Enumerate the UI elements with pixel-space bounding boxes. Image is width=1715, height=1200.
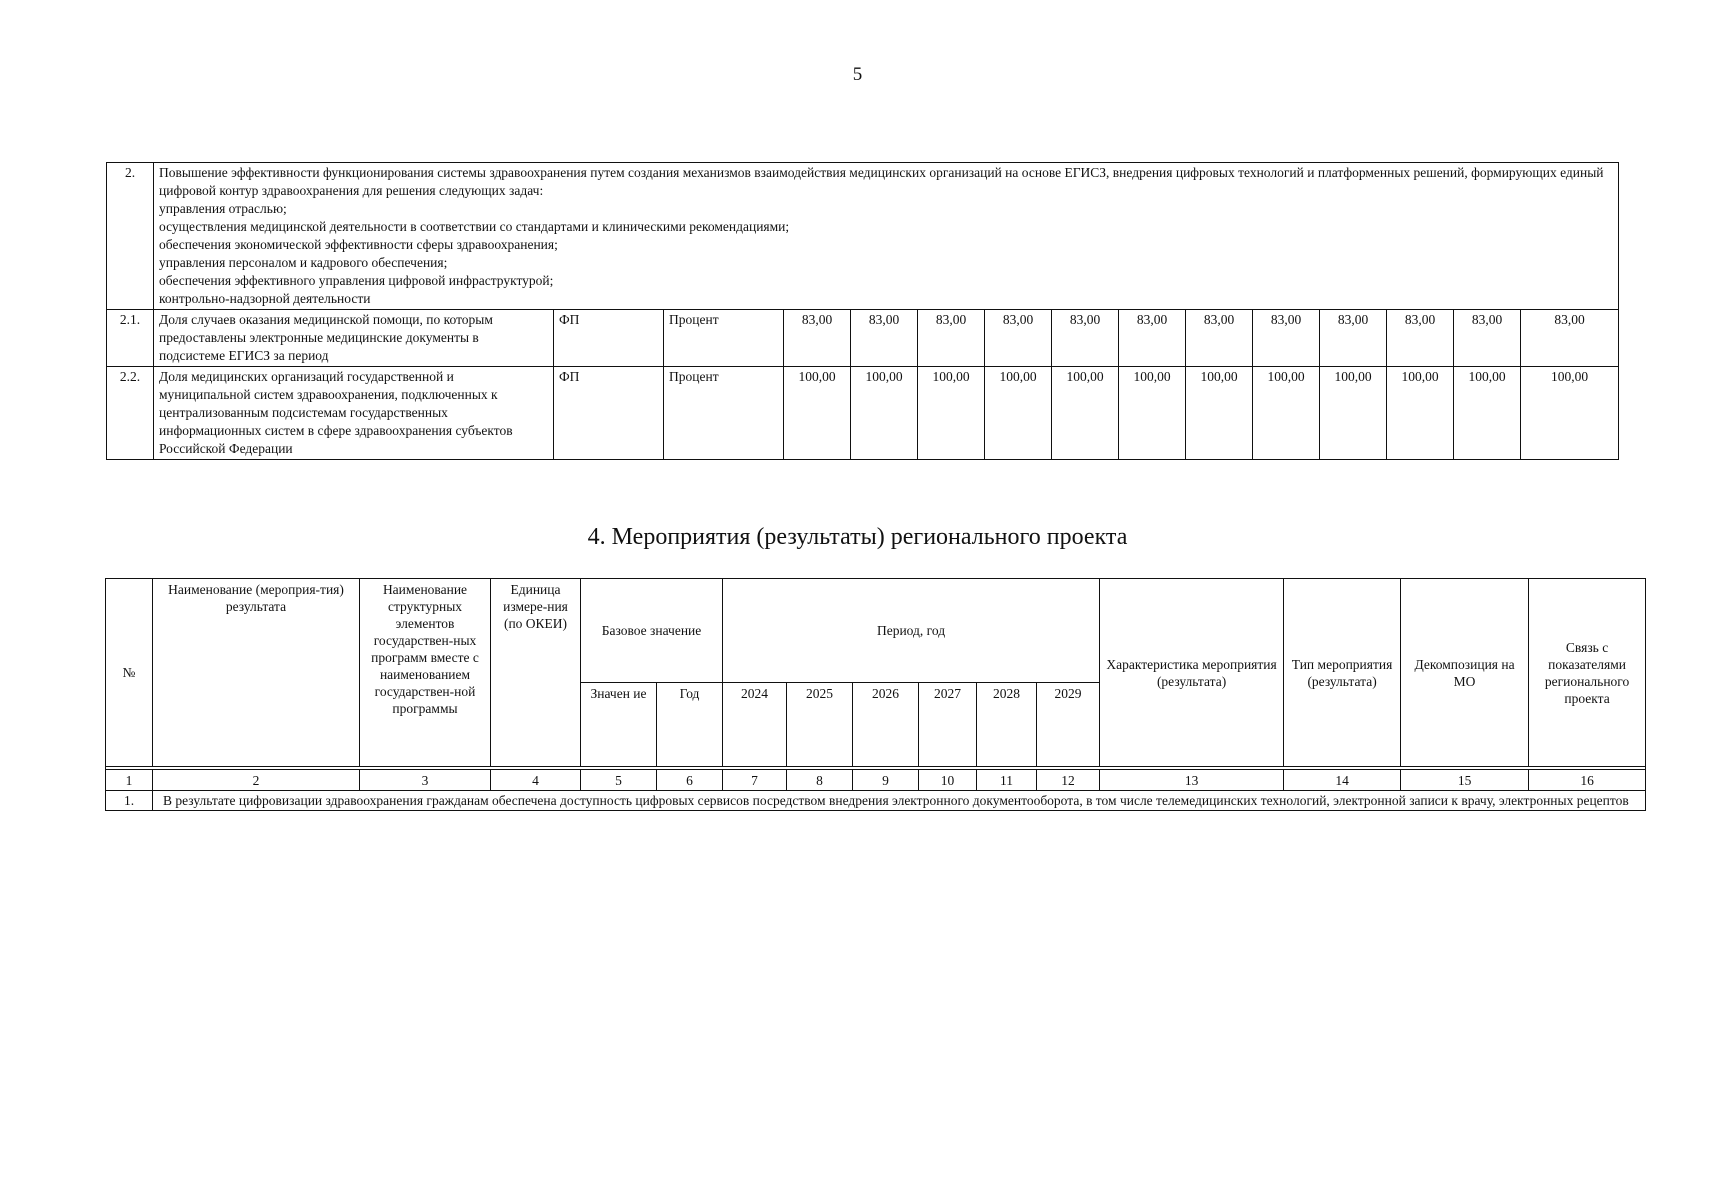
column-number: 16	[1529, 770, 1646, 791]
goal-line: осуществления медицинской деятельности в соответствии со стандартами и клиническими рекомендациями;	[159, 219, 790, 234]
header-year: 2025	[787, 683, 853, 767]
indicator-value: 83,00	[918, 310, 985, 367]
header-year: 2027	[919, 683, 977, 767]
table-row	[106, 791, 1646, 811]
indicator-value: 83,00	[1052, 310, 1119, 367]
header-decomposition: Декомпозиция на МО	[1401, 579, 1529, 767]
indicator-value: 83,00	[784, 310, 851, 367]
indicator-value: 83,00	[1320, 310, 1387, 367]
goal-line: обеспечения экономической эффективности сферы здравоохранения;	[159, 237, 558, 252]
header-year: 2029	[1037, 683, 1100, 767]
column-number: 2	[153, 770, 360, 791]
header-base-value-year: Год	[657, 683, 723, 767]
goal-line: обеспечения эффективного управления цифровой инфраструктурой;	[159, 273, 554, 288]
goal-row	[107, 163, 1619, 310]
indicator-value: 100,00	[1186, 367, 1253, 460]
indicator-unit: Процент	[664, 310, 784, 367]
column-number: 15	[1401, 770, 1529, 791]
table-row	[107, 367, 1619, 460]
indicator-value: 100,00	[1387, 367, 1454, 460]
indicator-value: 100,00	[1052, 367, 1119, 460]
header-characteristic: Характеристика мероприятия (результата)	[1100, 579, 1284, 767]
indicator-value: 83,00	[1186, 310, 1253, 367]
header-type: Тип мероприятия (результата)	[1284, 579, 1401, 767]
indicator-value: 100,00	[1320, 367, 1387, 460]
column-number: 5	[581, 770, 657, 791]
indicator-value: 83,00	[1387, 310, 1454, 367]
column-number: 3	[360, 770, 491, 791]
column-number: 8	[787, 770, 853, 791]
indicator-level: ФП	[554, 310, 664, 367]
indicator-value: 83,00	[985, 310, 1052, 367]
header-year: 2028	[977, 683, 1037, 767]
indicator-value: 100,00	[1119, 367, 1186, 460]
header-period: Период, год	[723, 579, 1100, 683]
row-number: 2.2.	[107, 367, 154, 460]
header-base-value-value: Значен ие	[581, 683, 657, 767]
section-title: 4. Мероприятия (результаты) регионального проекта	[587, 524, 1128, 550]
indicator-value: 83,00	[1119, 310, 1186, 367]
indicator-value: 100,00	[1253, 367, 1320, 460]
goal-line: контрольно-надзорной деятельности	[159, 291, 371, 306]
column-number: 14	[1284, 770, 1401, 791]
goal-text	[154, 163, 1619, 310]
indicator-value: 100,00	[1521, 367, 1619, 460]
indicator-value: 100,00	[784, 367, 851, 460]
indicator-value: 83,00	[851, 310, 918, 367]
indicator-value: 83,00	[1253, 310, 1320, 367]
indicator-value: 83,00	[1454, 310, 1521, 367]
indicator-level: ФП	[554, 367, 664, 460]
header-name: Наименование (мероприя-тия) результата	[153, 579, 360, 767]
goal-number: 2.	[107, 163, 154, 310]
indicator-name: Доля случаев оказания медицинской помощи, по которым предоставлены электронные медицинские документы в подсистеме ЕГИСЗ за период	[154, 310, 554, 367]
header-year: 2026	[853, 683, 919, 767]
indicator-value: 100,00	[985, 367, 1052, 460]
table-row	[107, 310, 1619, 367]
page-number: 5	[852, 64, 863, 85]
indicator-value: 100,00	[918, 367, 985, 460]
row-number: 1.	[106, 791, 153, 811]
indicator-name: Доля медицинских организаций государственной и муниципальной систем здравоохранения, подключенных к централизованным подсистемам государственных информационных систем в сфере здравоохранения субъектов Российской Федерации	[154, 367, 554, 460]
header-year: 2024	[723, 683, 787, 767]
goal-line: управления отраслью;	[159, 201, 287, 216]
event-task-text: В результате цифровизации здравоохранения гражданам обеспечена доступность цифровых сервисов посредством внедрения электронного документооборота, в том числе телемедицинских технологий, электронной записи к врачу, электронных рецептов	[153, 791, 1646, 811]
header-unit: Единица измере-ния (по ОКЕИ)	[491, 579, 581, 767]
indicators-table	[106, 162, 1619, 460]
header-row	[106, 579, 1646, 683]
goal-line: Повышение эффективности функционирования системы здравоохранения путем создания механизмов взаимодействия медицинских организаций на основе ЕГИСЗ, внедрения цифровых технологий и платформенных решений, формирующих единый цифровой контур здравоохранения для решения следующих задач:	[159, 165, 1604, 198]
header-base-value: Базовое значение	[581, 579, 723, 683]
column-number: 11	[977, 770, 1037, 791]
column-numbers-row	[106, 770, 1646, 791]
indicator-value: 100,00	[851, 367, 918, 460]
goal-line: управления персоналом и кадрового обеспечения;	[159, 255, 448, 270]
column-number: 12	[1037, 770, 1100, 791]
column-number: 13	[1100, 770, 1284, 791]
column-number: 1	[106, 770, 153, 791]
header-number: №	[106, 579, 153, 767]
events-table	[105, 578, 1646, 811]
column-number: 9	[853, 770, 919, 791]
header-structural-elements: Наименование структурных элементов государствен-ных программ вместе с наименованием государствен-ной программы	[360, 579, 491, 767]
column-number: 10	[919, 770, 977, 791]
indicator-value: 83,00	[1521, 310, 1619, 367]
row-number: 2.1.	[107, 310, 154, 367]
column-number: 7	[723, 770, 787, 791]
column-number: 4	[491, 770, 581, 791]
header-link: Связь с показателями регионального проекта	[1529, 579, 1646, 767]
indicator-unit: Процент	[664, 367, 784, 460]
column-number: 6	[657, 770, 723, 791]
indicator-value: 100,00	[1454, 367, 1521, 460]
